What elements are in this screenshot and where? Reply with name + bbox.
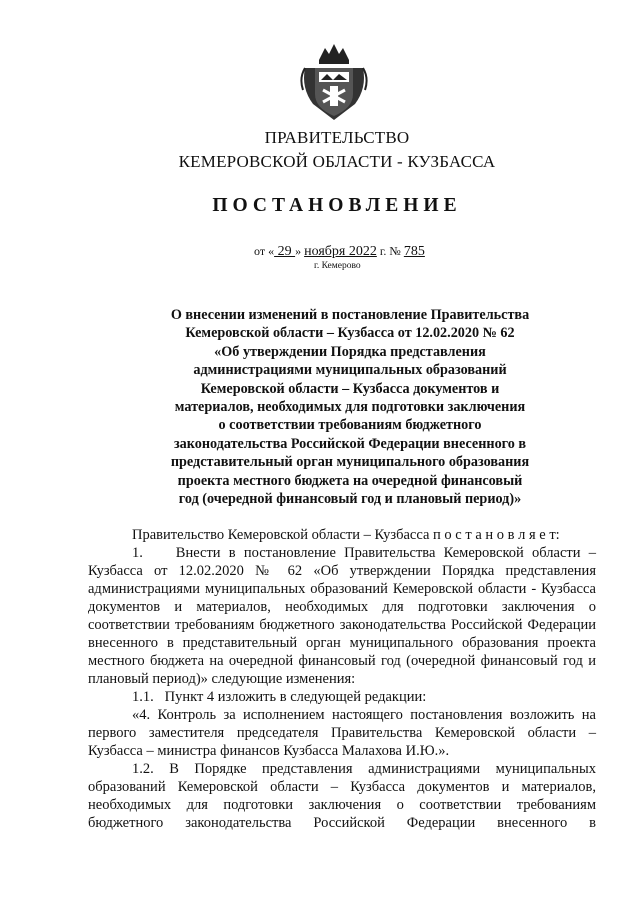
heading-line: администрациями муниципальных образований xyxy=(193,362,507,379)
heading-line: о соответствии требованиям бюджетного xyxy=(218,417,482,434)
date-prefix: от « xyxy=(254,244,275,258)
heading-line: законодательства Российской Федерации внесенного в xyxy=(173,435,527,452)
item-1-paragraph: 1. Внести в постановление Правительства Кемеровской области – Кузбасса от 12.02.2020 № 62 «Об утверждении Порядка представления администрациями муниципальных образований Кемеровской области - Кузбасса документов и материалов, необходимых для подготовки заключения о соответствии требованиям бюджетного законодательства Российской Федерации внесенного в представительный орган муниципального образования проекта местного бюджета на очередной финансовый год (очередной финансовый год и плановый период)» следующие изменения: xyxy=(88,545,596,687)
heading-line: «Об утверждении Порядка представления xyxy=(214,343,486,360)
heading-line: О внесении изменений в постановление Правительства xyxy=(170,307,530,323)
heading-line: год (очередной финансовый год и плановый период)» xyxy=(178,491,522,508)
intro-paragraph: Правительство Кемеровской области – Кузбасса п о с т а н о в л я е т: xyxy=(132,527,560,543)
document-date-number xyxy=(254,244,425,260)
document-number: 785 xyxy=(403,244,425,259)
heading-line: проекта местного бюджета на очередной финансовый xyxy=(177,472,523,489)
date-mid: » xyxy=(295,244,305,258)
date-day: 29 xyxy=(274,244,296,259)
document-body xyxy=(88,526,596,832)
document-city: г. Кемерово xyxy=(314,261,361,271)
item-1-1-paragraph: 1.1. Пункт 4 изложить в следующей редакции: xyxy=(132,689,427,705)
government-name-line1: ПРАВИТЕЛЬСТВО xyxy=(264,128,410,147)
heading-line: Кемеровской области – Кузбасса документов и xyxy=(200,380,500,397)
item-1-2-paragraph: 1.2. В Порядке представления администрациями муниципальных образований Кемеровской области – Кузбасса документов и материалов, необходимых для подготовки заключения о соответствии требованиям бюджетного законодательства Российской Федерации внесенного в xyxy=(88,761,596,831)
government-name-line2: КЕМЕРОВСКОЙ ОБЛАСТИ - КУЗБАССА xyxy=(178,152,496,171)
date-suffix: г. № xyxy=(376,244,404,258)
document-heading xyxy=(140,306,560,508)
kuzbass-coat-of-arms-icon xyxy=(299,38,369,124)
date-month-year: ноября 2022 xyxy=(304,244,377,259)
heading-line: материалов, необходимых для подготовки заключения xyxy=(174,399,526,416)
heading-line: представительный орган муниципального образования xyxy=(170,454,530,471)
quote-paragraph: «4. Контроль за исполнением настоящего постановления возложить на первого заместителя председателя Правительства Кемеровской области – Кузбасса – министра финансов Кузбасса Малахова И.Ю.». xyxy=(88,707,596,759)
heading-line: Кемеровской области – Кузбасса от 12.02.2020 № 62 xyxy=(185,325,515,342)
document-type-title: ПОСТАНОВЛЕНИЕ xyxy=(212,195,462,216)
